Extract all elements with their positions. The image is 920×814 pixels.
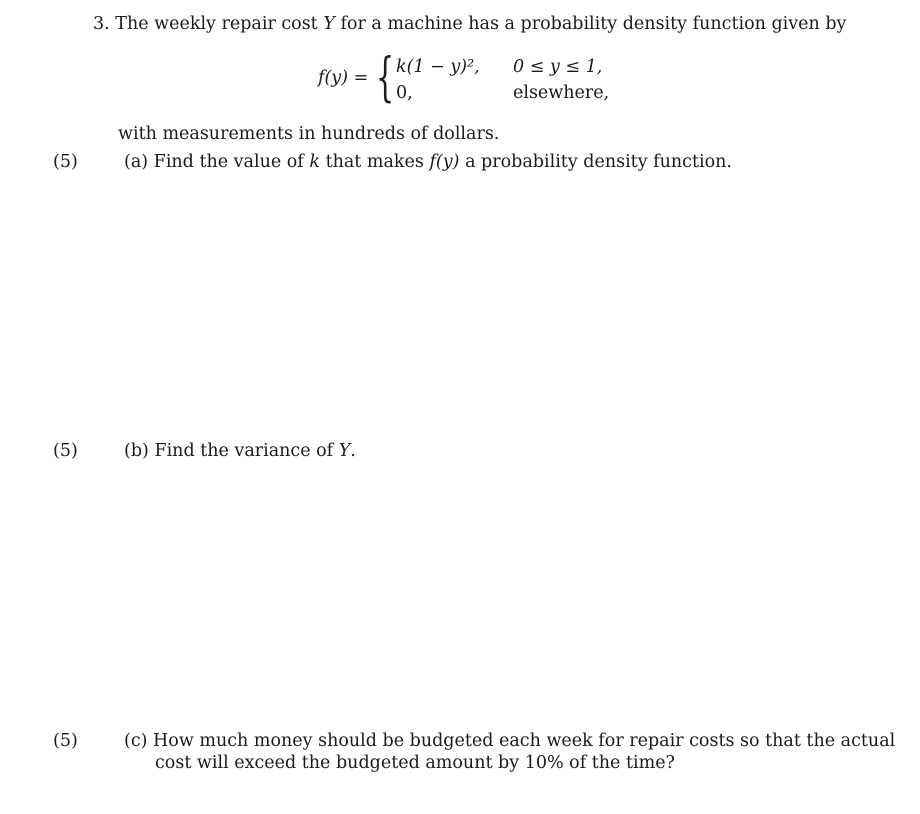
part-a-points: (5): [53, 152, 78, 172]
part-c-points: (5): [53, 731, 78, 751]
part-b-var: Y: [338, 441, 351, 461]
problem-statement: [93, 13, 846, 35]
part-a-var: k: [309, 152, 320, 172]
part-a-text-pre: Find the value of: [153, 152, 304, 172]
part-c-label: (c): [124, 731, 148, 751]
pdf-equation: [318, 48, 618, 112]
pdf-case1-cond: 0 ≤ y ≤ 1,: [513, 57, 603, 77]
part-a-question: [124, 151, 732, 173]
problem-intro-post: for a machine has a probability density function given by: [340, 14, 847, 34]
part-b-text-post: .: [350, 441, 356, 461]
problem-number: 3.: [93, 14, 110, 34]
part-a-text-post: a probability density function.: [465, 152, 732, 172]
part-b-points: (5): [53, 441, 78, 461]
part-b-label: (b): [124, 441, 149, 461]
problem-intro-var: Y: [323, 14, 335, 34]
units-note: with measurements in hundreds of dollars.: [118, 124, 500, 144]
part-b-text-pre: Find the variance of: [154, 441, 334, 461]
part-b-question: [124, 440, 356, 462]
part-a-label: (a): [124, 152, 149, 172]
part-c-line2: cost will exceed the budgeted amount by 10% of the time?: [155, 753, 675, 773]
part-c-question: [124, 730, 895, 752]
part-a-text-mid: that makes: [325, 152, 424, 172]
part-c-line1: How much money should be budgeted each week for repair costs so that the actual: [153, 731, 896, 751]
pdf-case1-expr: k(1 − y)²,: [396, 57, 480, 77]
pdf-case2-cond: elsewhere,: [513, 83, 610, 103]
pdf-lhs: f(y) =: [318, 68, 369, 88]
problem-intro-pre: The weekly repair cost: [115, 14, 318, 34]
part-a-func: f(y): [429, 152, 460, 172]
pdf-case2-expr: 0,: [396, 83, 413, 103]
left-brace-icon: {: [376, 48, 395, 108]
